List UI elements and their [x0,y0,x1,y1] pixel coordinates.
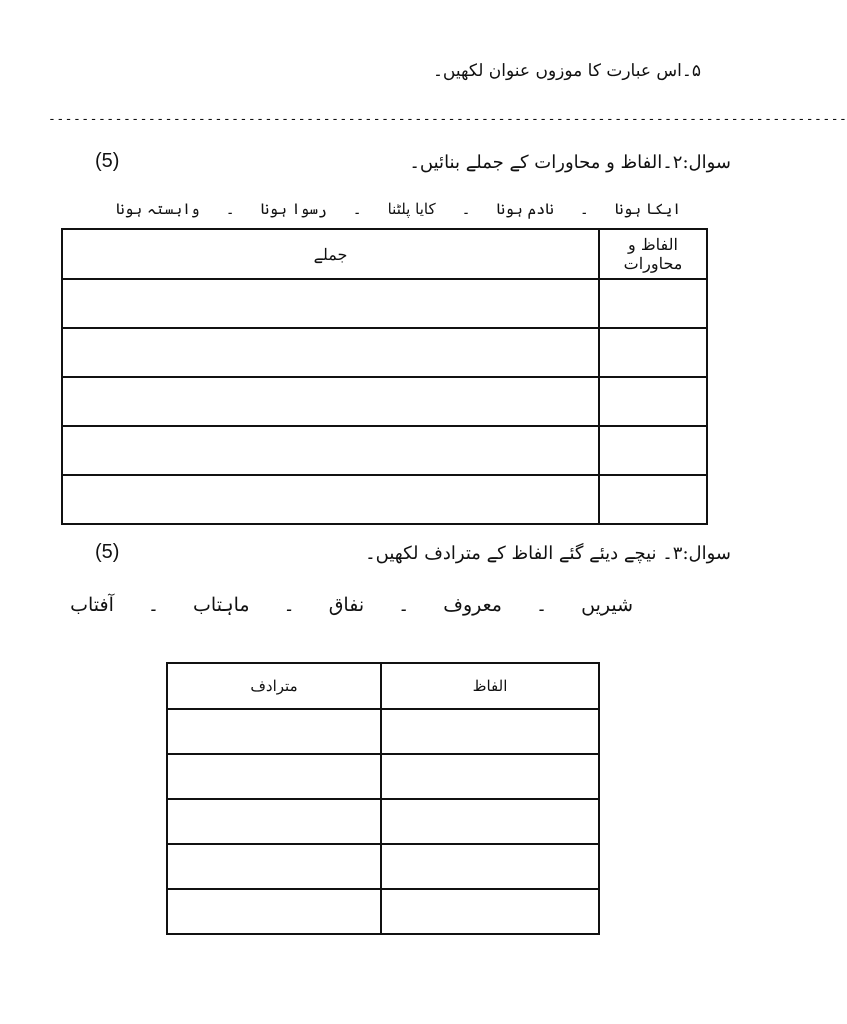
table-row [167,709,599,754]
word-item: شیریں [581,594,633,616]
question-3-marks: (5) [95,541,120,563]
word-separator: ۔ [535,594,548,616]
column-header-words: الفاظ و محاورات [599,229,707,279]
word-item: ایکا ہونا [614,200,681,218]
table-header-row [62,229,707,279]
table-cell[interactable] [599,328,707,377]
table-cell[interactable] [381,709,599,754]
word-separator: ۔ [283,594,295,616]
table-cell[interactable] [599,377,707,426]
question-3-word-list [70,594,633,616]
table-cell[interactable] [381,754,599,799]
question-2-word-list [116,200,681,218]
table-cell[interactable] [599,475,707,524]
word-item: آفتاب [70,594,114,616]
table-row [167,889,599,934]
question-2-heading: سوال:۲۔الفاظ و محاورات کے جملے بنائیں۔ [409,152,731,173]
table-cell[interactable] [62,475,599,524]
sentences-table [61,228,708,525]
word-separator: ۔ [579,200,589,218]
table-cell[interactable] [381,889,599,934]
word-item: رسوا ہونا [260,200,327,218]
word-item: معروف [443,594,502,616]
table-cell[interactable] [167,844,381,889]
table-row [62,279,707,328]
word-item: کایا پلٹنا [387,200,436,218]
word-separator: ۔ [352,200,362,218]
table-header-row [167,663,599,709]
column-header-synonyms: مترادف [167,663,381,709]
column-header-sentences: جملے [62,229,599,279]
word-separator: ۔ [225,200,235,218]
table-row [62,328,707,377]
word-item: وابستہ ہونا [115,200,200,218]
column-header-words: الفاظ [381,663,599,709]
table-cell[interactable] [62,377,599,426]
table-cell[interactable] [62,426,599,475]
table-cell[interactable] [167,709,381,754]
table-row [167,754,599,799]
table-cell[interactable] [599,279,707,328]
word-item: ماہتاب [193,594,250,616]
word-item: نفاق [328,594,365,616]
word-separator: ۔ [398,594,410,616]
table-row [167,799,599,844]
synonyms-table [166,662,600,935]
table-cell[interactable] [167,754,381,799]
table-cell[interactable] [62,279,599,328]
table-cell[interactable] [167,889,381,934]
word-separator: ۔ [147,594,160,616]
table-cell[interactable] [167,799,381,844]
table-cell[interactable] [599,426,707,475]
table-cell[interactable] [381,799,599,844]
table-cell[interactable] [62,328,599,377]
table-row [62,475,707,524]
word-item: نادم ہونا [496,200,554,218]
table-row [62,377,707,426]
section-divider: ------------------------------------------------------------------------------------------------ [48,112,847,127]
table-row [62,426,707,475]
question-5-text: ۵۔اس عبارت کا موزوں عنوان لکھیں۔ [432,61,701,81]
table-row [167,844,599,889]
word-separator: ۔ [461,200,471,218]
question-2-marks: (5) [95,150,120,172]
question-3-heading: سوال:۳۔ نیچے دیئے گئے الفاظ کے مترادف لکھیں۔ [365,543,731,564]
table-cell[interactable] [381,844,599,889]
